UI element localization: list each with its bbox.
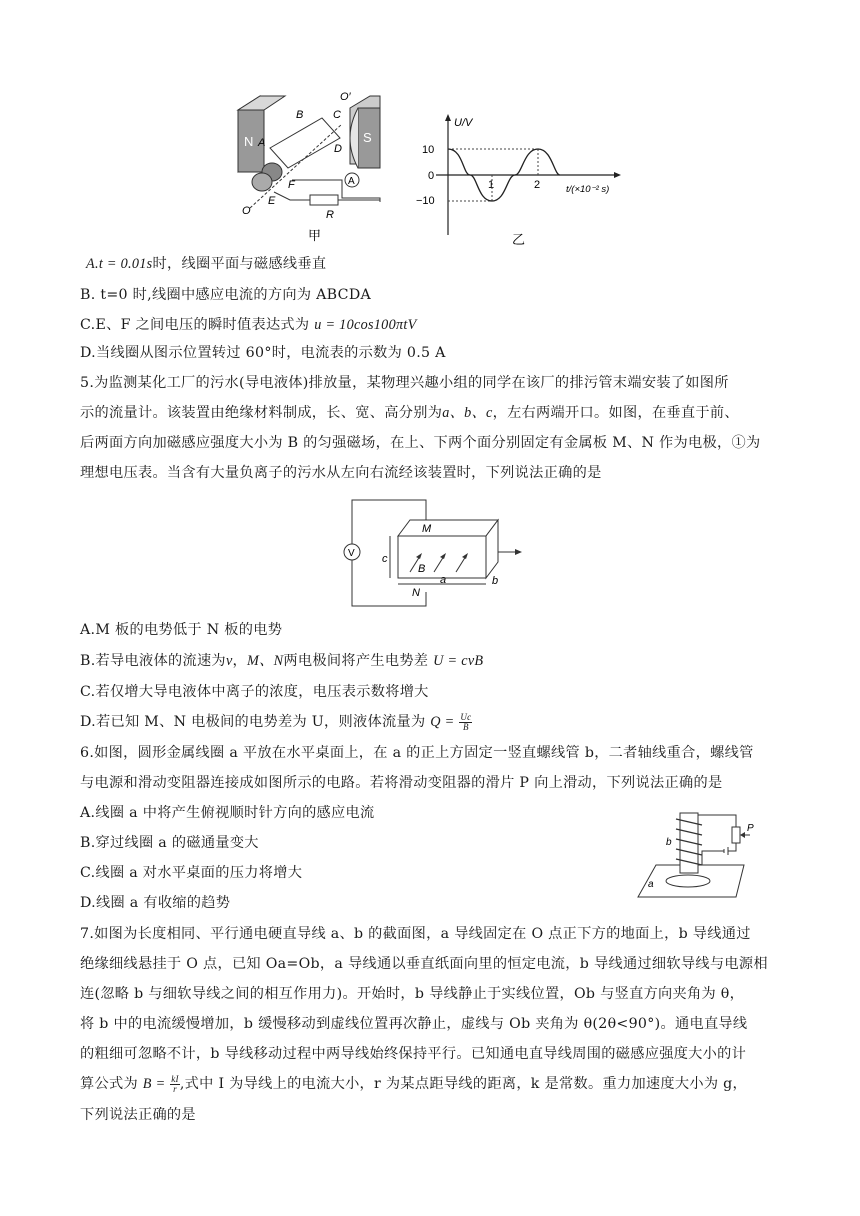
loop-a-label: a: [648, 879, 654, 890]
dim-b-label: b: [492, 575, 499, 587]
solenoid-figure: [636, 803, 756, 901]
q6-option-a: A.线圈 a 中将产生俯视顺时针方向的感应电流: [80, 805, 375, 821]
brush-label-f: F: [288, 179, 295, 191]
q5-stem-2a: 示的流量计。该装置由绝缘材料制成，长、宽、高分别为: [80, 405, 443, 421]
coil-label-d: D: [334, 143, 342, 155]
magnet-s-label: S: [363, 130, 372, 145]
q5-stem-line-4: 理想电压表。当含有大量负离子的污水从左向右流经该装置时，下列说法正确的是: [80, 465, 602, 481]
q4-option-d: D.当线圈从图示位置转过 60°时，电流表的示数为 0.5 A: [80, 345, 446, 361]
q5-fraction-numerator: Uc: [460, 711, 472, 722]
q7-fraction-numerator: kI: [171, 1073, 179, 1084]
axis-label-o-prime: O′: [340, 91, 351, 103]
plate-n-label: N: [412, 587, 420, 599]
q5-option-d-q: Q =: [430, 714, 455, 730]
q5-stem-line-2: [80, 403, 739, 423]
magnet-n-label: N: [244, 134, 254, 149]
flowmeter-figure: [340, 496, 530, 608]
q7-formula-fraction: [170, 1075, 180, 1094]
q5-stem-line-1: 5.为监测某化工厂的污水(导电液体)排放量，某物理兴趣小组的同学在该厂的排污管末端安装了如图所: [80, 375, 729, 391]
y-tick-neg10: −10: [416, 195, 435, 207]
q4-option-c: [80, 315, 417, 335]
q7-stem-line-1: 7.如图为长度相同、平行通电硬直导线 a、b 的截面图，a 导线固定在 O 点正下方的地面上，b 导线通过: [80, 926, 751, 942]
q7-stem-line-2: 绝缘细线悬挂于 O 点，已知 Oa=Ob，a 导线通以垂直纸面向里的恒定电流，b 导线通过细软导线与电源相: [80, 956, 768, 972]
q5-option-b-math3: U = cvB: [433, 653, 484, 669]
q5-stem-2b: ，左右两端开口。如图，在垂直于前、: [492, 405, 739, 421]
coil-label-a: A: [258, 137, 266, 149]
q4-option-c-math: u = 10cos100πtV: [314, 317, 417, 333]
q5-option-d: [80, 712, 472, 732]
q6-stem-line-2: 与电源和滑动变阻器连接成如图所示的电路。若将滑动变阻器的滑片 P 向上滑动，下列说法正确的是: [80, 775, 723, 791]
q7-stem-line-4: 将 b 中的电流缓慢增加，b 缓慢移动到虚线位置再次静止，虚线与 Ob 夹角为 θ(2θ<90°)。通电直导线: [80, 1016, 748, 1032]
axis-label-o: O: [242, 205, 251, 217]
q6-option-b: B.穿过线圈 a 的磁通量变大: [80, 835, 259, 851]
coil-label-b: B: [296, 109, 304, 121]
q5-option-d-fraction: [459, 713, 472, 732]
dim-a-label: a: [440, 574, 447, 586]
q7-stem-line-5: 的粗细可忽略不计，b 导线移动过程中两导线始终保持平行。已知通电直导线周围的磁感应强度大小的计: [80, 1046, 747, 1062]
q4-option-c-text: C.E、F 之间电压的瞬时值表达式为: [80, 317, 315, 333]
q5-fraction-denominator: B: [463, 721, 469, 732]
q6-option-c: C.线圈 a 对水平桌面的压力将增大: [80, 865, 303, 881]
q7-formula-b: B =: [142, 1076, 166, 1092]
q5-option-b-math2: M、N: [247, 653, 284, 669]
coil-label-c: C: [333, 109, 341, 121]
q4-option-a-text: 时，线圈平面与磁感线垂直: [152, 256, 327, 272]
voltage-time-graph: [408, 110, 628, 250]
q7-stem-6b: ,式中 I 为导线上的电流大小，r 为某点距导线的距离，k 是常数。重力加速度大小为 g，: [179, 1076, 748, 1092]
q4-option-a: [86, 254, 326, 274]
q5-option-b-tail: 两电极间将产生电势差: [283, 653, 434, 669]
q5-option-a: A.M 板的电势低于 N 板的电势: [80, 622, 283, 638]
q5-option-b-text: B.若导电液体的流速为: [80, 653, 226, 669]
q5-option-d-text: D.若已知 M、N 电极间的电势差为 U，则液体流量为: [80, 714, 431, 730]
q7-fraction-denominator: r: [173, 1083, 177, 1094]
slider-p-label: P: [747, 823, 754, 834]
brush-label-e: E: [268, 195, 276, 207]
q7-stem-6a: 算公式为: [80, 1076, 143, 1092]
field-b-label: B: [418, 563, 426, 575]
q4-option-a-prefix: A.: [86, 256, 99, 272]
q5-stem-2math: a、b、c: [442, 405, 493, 421]
q6-stem-line-1: 6.如图，圆形金属线圈 a 平放在水平桌面上，在 a 的正上方固定一竖直螺线管 b，二者轴线重合，螺线管: [80, 745, 754, 761]
ammeter-label: A: [348, 176, 355, 187]
q5-option-b-math1: v: [225, 653, 233, 669]
resistor-label: R: [326, 209, 334, 221]
dim-c-label: c: [382, 553, 388, 565]
q7-stem-line-7: 下列说法正确的是: [80, 1107, 196, 1123]
x-tick-2: 2: [534, 179, 541, 191]
x-axis-label: t/(×10⁻² s): [566, 184, 610, 195]
q7-stem-line-3: 连(忽略 b 与细软导线之间的相互作用力)。开始时，b 导线静止于实线位置，Ob 与竖直方向夹角为 θ，: [80, 986, 745, 1002]
y-tick-0: 0: [428, 170, 435, 182]
q6-option-d: D.线圈 a 有收缩的趋势: [80, 895, 231, 911]
plate-m-label: M: [422, 523, 432, 535]
figure-caption-yi: 乙: [512, 232, 526, 247]
q5-option-b: [80, 651, 483, 671]
y-tick-10: 10: [422, 144, 435, 156]
q4-option-a-math: t = 0.01s: [98, 256, 153, 272]
q5-option-b-mid: ，: [232, 653, 248, 669]
y-axis-label: U/V: [454, 117, 473, 129]
q7-stem-line-6: [80, 1074, 747, 1094]
figure-caption-jia: 甲: [308, 228, 322, 243]
voltmeter-label: V: [348, 548, 355, 559]
generator-figure: [230, 88, 400, 248]
q5-stem-line-3: 后两面方向加磁感应强度大小为 B 的匀强磁场，在上、下两个面分别固定有金属板 M、N 作为电极，①为: [80, 435, 761, 451]
solenoid-b-label: b: [666, 837, 672, 848]
q4-option-b: B. t=0 时,线圈中感应电流的方向为 ABCDA: [80, 287, 372, 303]
q5-option-c: C.若仅增大导电液体中离子的浓度，电压表示数将增大: [80, 684, 429, 700]
x-tick-1: 1: [488, 179, 495, 191]
